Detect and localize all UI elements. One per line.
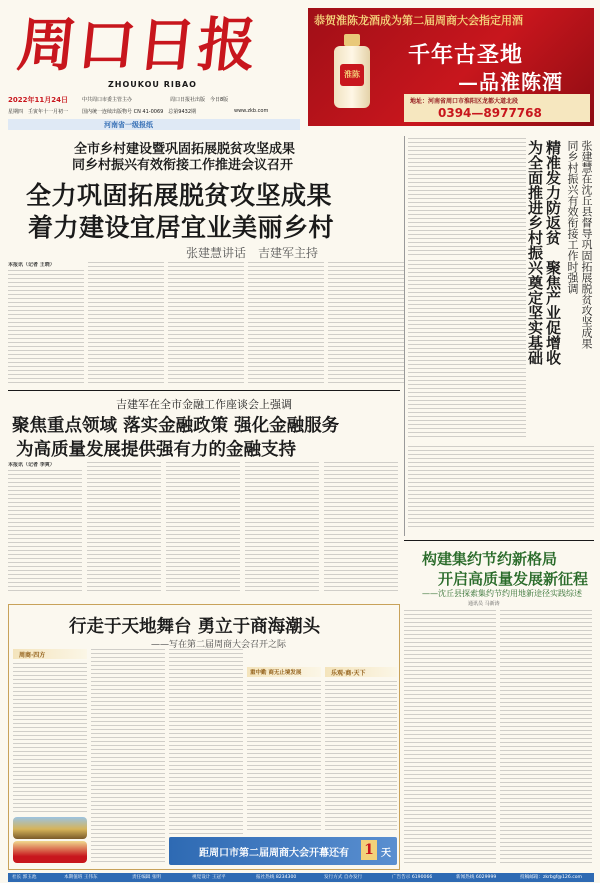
merchant-subtitle: ——写在第二届周商大会召开之际 xyxy=(151,640,287,650)
merchant-body-col-3 xyxy=(169,649,243,863)
ad-contact xyxy=(404,94,590,122)
green-subtitle: ——沈丘县探索集约节约用地新途径实践综述 xyxy=(422,589,582,598)
merchant-body-col-4 xyxy=(247,681,321,831)
footer-item: 新闻热线 6029999 xyxy=(456,875,497,880)
green-body-col-2 xyxy=(500,610,592,866)
finance-headline-1: 聚焦重点领域 落实金融政策 强化金融服务 xyxy=(12,416,340,436)
merchant-section-3 xyxy=(325,667,397,677)
green-headline-2: 开启高质量发展新征程 xyxy=(438,570,589,588)
footer-item: 视觉设计 王冠平 xyxy=(192,875,226,880)
finance-kicker: 吉建军在全市金融工作座谈会上强调 xyxy=(116,398,292,411)
countdown-unit: 天 xyxy=(381,848,391,859)
merchant-section-1-label: 周商·四方 xyxy=(19,652,46,659)
merchant-section-2 xyxy=(247,667,321,677)
ad-bottle xyxy=(330,34,374,110)
merchant-section-2-label: 重中勤 商无止境发展 xyxy=(250,670,302,676)
footer-item: 社长 郭玉池 xyxy=(12,875,37,880)
right-body-col-3 xyxy=(408,446,594,528)
footer-item: 报社热线 8234300 xyxy=(256,875,297,880)
ad-phone: 0394—8977768 xyxy=(438,106,542,120)
lead-byline: 张建慧讲话 吉建军主持 xyxy=(186,246,319,260)
footer-bar xyxy=(8,873,594,882)
finance-story xyxy=(8,390,400,600)
merchant-body-col-1 xyxy=(13,663,87,813)
date: 2022年11月24日 xyxy=(8,96,68,104)
ad-bottle-label: 淮陈 xyxy=(344,69,360,79)
issn: 国内统一连续出版物号 CN 41-0069 总第9432期 xyxy=(82,109,197,115)
edition-info: 周口日报社出版 今日8版 xyxy=(170,97,229,103)
lead-kicker-2: 同乡村振兴有效衔接工作推进会议召开 xyxy=(72,158,294,173)
website: www.zkb.com xyxy=(234,108,269,114)
publisher: 中共周口市委主管主办 xyxy=(82,97,133,103)
divider-finance-top xyxy=(8,390,400,391)
merchant-body-col-5 xyxy=(325,681,397,831)
finance-body-col-2 xyxy=(87,462,161,594)
finance-headline-2: 为高质量发展提供强有力的金融支持 xyxy=(16,440,296,460)
finance-body-col-4 xyxy=(245,462,319,594)
lead-body-col-1 xyxy=(8,270,84,384)
finance-body-col-3 xyxy=(166,462,240,594)
award-bar xyxy=(8,119,300,130)
edition-date xyxy=(8,95,68,105)
green-headline-1: 构建集约节约新格局 xyxy=(422,550,558,568)
merchant-body-col-2 xyxy=(91,649,165,863)
divider-green-top xyxy=(404,540,594,541)
footer-item: 责任编辑 张明 xyxy=(132,875,162,880)
right-story xyxy=(408,136,594,536)
award-label: 河南省一级报纸 xyxy=(104,121,153,129)
ad-title: 恭贺淮陈龙酒成为第二届周商大会指定用酒 xyxy=(314,14,523,27)
advertisement[interactable] xyxy=(308,8,594,126)
countdown-days: 1 xyxy=(361,840,377,860)
right-vertical-kicker-2: 同乡村振兴有效衔接工作时强调 xyxy=(566,140,579,294)
lead-body-col-3 xyxy=(168,262,244,384)
ad-address: 地址：河南省周口市淮阳区龙都大道北段 xyxy=(410,98,519,105)
right-vertical-kicker-1: 张建慧在沈丘县督导巩固拓展脱贫攻坚成果 xyxy=(580,140,593,349)
masthead-pinyin: ZHOUKOU RIBAO xyxy=(108,80,197,89)
right-body-col-2 xyxy=(408,260,526,440)
footer-item: 本期值班 王伟东 xyxy=(64,875,98,880)
divider-vertical-main xyxy=(404,136,405,536)
lead-kicker-1: 全市乡村建设暨巩固拓展脱贫攻坚成果 xyxy=(74,142,296,157)
right-vertical-headline-1: 精准发力防返贫 聚焦产业促增收 xyxy=(544,140,562,365)
merchant-headline: 行走于天地舞台 勇立于商海潮头 xyxy=(69,617,321,637)
masthead-title: 周口日报 xyxy=(14,11,262,79)
footer-item: 广告告示 6190066 xyxy=(392,875,433,880)
footer-item: 发行方式 自办发行 xyxy=(324,875,363,880)
green-byline: 通讯员 马新涛 xyxy=(468,601,500,607)
merchant-section-3-label: 乐观·商·天下 xyxy=(331,670,366,677)
lead-headline-1: 全力巩固拓展脱贫攻坚成果 xyxy=(26,181,333,210)
lead-body-col-5 xyxy=(328,262,404,384)
weekday-lunar: 星期四 壬寅年十一月初一 xyxy=(8,109,69,115)
lead-dateline: 本报讯（记者 王晓） xyxy=(8,262,55,268)
lead-body-col-4 xyxy=(248,262,324,384)
ad-slogan-1: 千年古圣地 xyxy=(408,42,524,68)
footer-item: 投稿邮箱：zkrbgf@126.com xyxy=(520,875,583,880)
lead-headline-2: 着力建设宜居宜业美丽乡村 xyxy=(28,213,335,242)
merchant-photo-2 xyxy=(13,841,87,863)
countdown-banner xyxy=(169,837,397,865)
countdown-text: 距周口市第二届周商大会开幕还有 xyxy=(199,848,349,859)
green-body-col-1 xyxy=(404,610,496,866)
green-story xyxy=(404,540,594,870)
finance-body-col-5 xyxy=(324,462,398,594)
merchant-feature xyxy=(8,604,400,870)
lead-body-col-2 xyxy=(88,262,164,384)
ad-slogan-2: —品淮陈酒 xyxy=(458,70,563,94)
right-vertical-headline-2: 为全面推进乡村振兴奠定坚实基础 xyxy=(526,140,544,365)
merchant-section-1 xyxy=(13,649,87,659)
finance-body-col-1 xyxy=(8,470,82,594)
right-body-col-1 xyxy=(408,138,526,256)
finance-dateline: 本报讯（记者 李爽） xyxy=(8,462,55,468)
merchant-photo-1 xyxy=(13,817,87,839)
